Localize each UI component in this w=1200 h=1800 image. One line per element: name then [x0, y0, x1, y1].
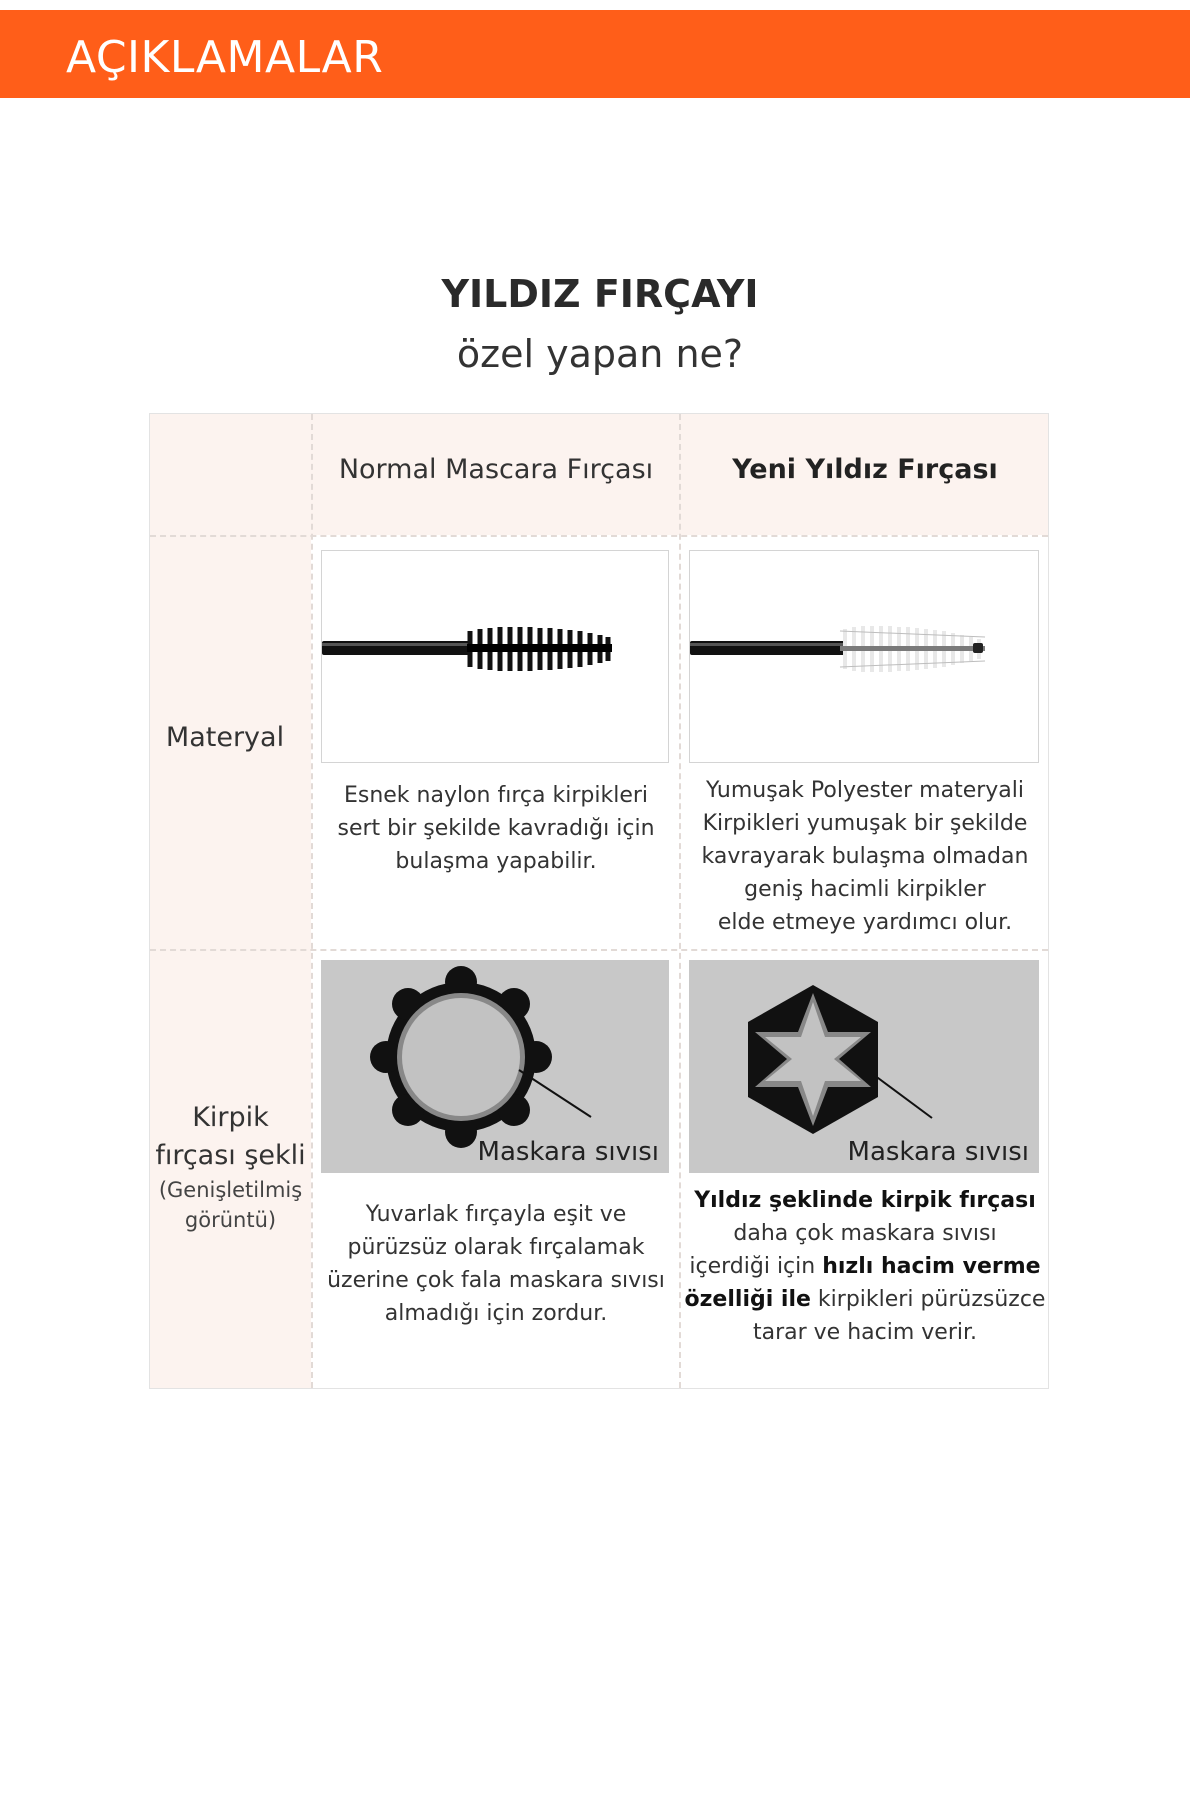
description-line: Kirpikleri yumuşak bir şekilde: [702, 811, 1028, 836]
star-shape-description: [681, 1184, 1049, 1349]
column-header-star: Yeni Yıldız Fırçası: [732, 454, 998, 485]
star-brush-photo: [689, 550, 1039, 763]
row-label-material: Materyal: [165, 722, 285, 753]
row-divider: [150, 949, 1048, 951]
description-bold: Yıldız şeklinde kirpik fırçası: [694, 1188, 1036, 1213]
description-text: içerdiği için: [689, 1254, 823, 1279]
star-material-description: [681, 774, 1049, 939]
comparison-table: [149, 413, 1049, 1389]
star-brush-diagram: [689, 960, 1039, 1173]
description-line: almadığı için zordur.: [384, 1301, 608, 1326]
normal-shape-description: [313, 1198, 679, 1330]
description-line: Yumuşak Polyester materyali: [705, 778, 1025, 803]
normal-material-description: [313, 779, 679, 878]
description-line: Esnek naylon fırça kirpikleri: [343, 783, 649, 808]
star-brush-image: [690, 551, 1038, 762]
page-subtitle: özel yapan ne?: [456, 332, 744, 376]
mascara-liquid-label: Maskara sıvısı: [477, 1137, 659, 1167]
header-banner: [0, 10, 1190, 98]
row-label-brush-shape: [150, 1099, 311, 1235]
description-line: pürüzsüz olarak fırçalamak: [347, 1235, 645, 1260]
normal-brush-image: [322, 551, 668, 762]
description-line: daha çok maskara sıvısı: [733, 1221, 997, 1246]
row-label-note: görüntü): [184, 1208, 277, 1232]
normal-brush-photo: [321, 550, 669, 763]
page-title: YILDIZ FIRÇAYI: [441, 272, 759, 316]
row-label-line: Kirpik: [192, 1102, 269, 1133]
description-line: geniş hacimli kirpikler: [744, 877, 986, 902]
description-line: kavrayarak bulaşma olmadan: [701, 844, 1029, 869]
row-label-line: fırçası şekli: [155, 1140, 306, 1171]
description-line: sert bir şekilde kavradığı için: [337, 816, 655, 841]
banner-title: AÇIKLAMALAR: [66, 32, 384, 83]
description-line: üzerine çok fala maskara sıvısı: [327, 1268, 665, 1293]
mascara-liquid-label: Maskara sıvısı: [847, 1137, 1029, 1167]
description-line: bulaşma yapabilir.: [395, 849, 597, 874]
description-line: tarar ve hacim verir.: [752, 1320, 977, 1345]
description-text: kirpikleri pürüzsüzce: [810, 1287, 1046, 1312]
description-line: Yuvarlak fırçayla eşit ve: [365, 1202, 627, 1227]
description-line: elde etmeye yardımcı olur.: [717, 910, 1013, 935]
column-header-normal: Normal Mascara Fırçası: [338, 454, 654, 485]
round-brush-diagram: [321, 960, 669, 1173]
label-column-background: [150, 414, 311, 1388]
description-bold: özelliği ile: [684, 1287, 811, 1312]
row-label-note: (Genişletilmiş: [158, 1178, 303, 1202]
row-divider: [150, 535, 1048, 537]
description-bold: hızlı hacim verme: [822, 1254, 1041, 1279]
